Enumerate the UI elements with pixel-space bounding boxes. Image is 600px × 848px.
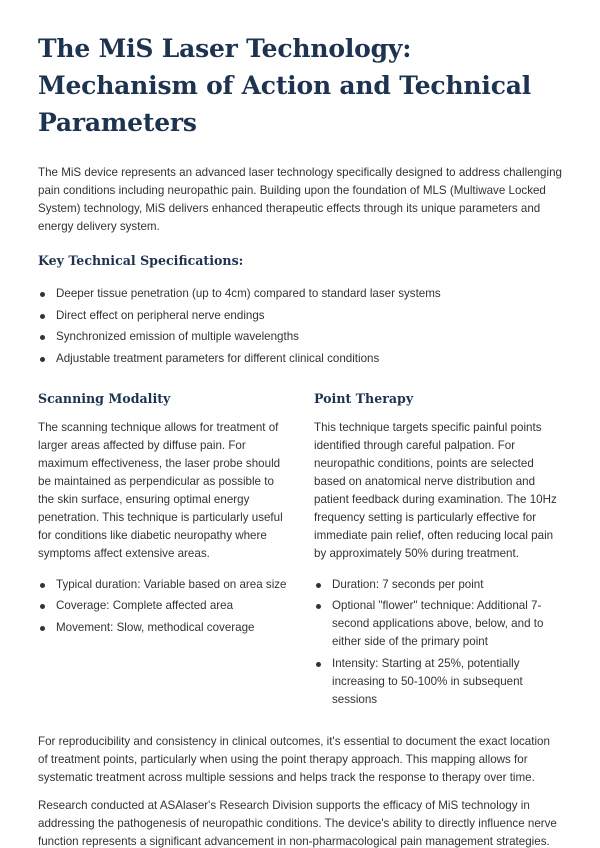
- list-item: Duration: 7 seconds per point: [314, 576, 562, 594]
- point-therapy-section: [314, 390, 562, 713]
- list-item: Movement: Slow, methodical coverage: [38, 619, 290, 637]
- list-item: Typical duration: Variable based on area size: [38, 576, 290, 594]
- point-therapy-paragraph: This technique targets specific painful points identified through careful palpation. For neuropathic conditions, points are selected based on anatomical nerve distribution and patient feedback during examination. The 10Hz frequency setting is particularly effective for immediate pain relief, often reducing local pain by approximately 50% during treatment.: [314, 420, 557, 560]
- intro-paragraph: The MiS device represents an advanced laser technology specifically designed to address challenging pain conditions including neuropathic pain. Building upon the foundation of MLS (Multiwave Locked System) technology, MiS delivers enhanced therapeutic effects through its unique parameters and energy delivery system.: [38, 166, 562, 233]
- list-item: Direct effect on peripheral nerve endings: [38, 307, 562, 325]
- documentation-paragraph: For reproducibility and consistency in clinical outcomes, it's essential to document the exact location of treatment points, particularly when using the point therapy approach. This mapping allows for systematic treatment across multiple sessions and helps track the response to therapy over time.: [38, 734, 550, 784]
- list-item: Coverage: Complete affected area: [38, 597, 290, 615]
- research-paragraph: Research conducted at ASAlaser's Research Division supports the efficacy of MiS technology in addressing the pathogenesis of neuropathic conditions. The device's ability to directly influence nerve function represents a significant advancement in non-pharmacological pain management strategies.: [38, 798, 557, 848]
- point-therapy-heading: Point Therapy: [314, 390, 414, 406]
- list-item: Adjustable treatment parameters for different clinical conditions: [38, 350, 562, 368]
- list-item: Synchronized emission of multiple wavelengths: [38, 328, 562, 346]
- scanning-heading: Scanning Modality: [38, 390, 171, 406]
- technique-columns: [38, 390, 562, 713]
- scanning-section: [38, 390, 290, 713]
- specs-list: [38, 285, 562, 368]
- list-item: Intensity: Starting at 25%, potentially increasing to 50-100% in subsequent sessions: [314, 655, 562, 709]
- list-item: Deeper tissue penetration (up to 4cm) compared to standard laser systems: [38, 285, 562, 303]
- list-item: Optional "flower" technique: Additional 7-second applications above, below, and to either side of the primary point: [314, 597, 562, 651]
- page-title: The MiS Laser Technology: Mechanism of Action and Technical Parameters: [38, 34, 532, 137]
- scanning-paragraph: The scanning technique allows for treatment of larger areas affected by diffuse pain. For maximum effectiveness, the laser probe should be maintained as perpendicular as possible to the skin surface, ensuring optimal energy penetration. This technique is particularly useful for conditions like diabetic neuropathy where symptoms affect extensive areas.: [38, 420, 283, 560]
- scanning-list: [38, 576, 290, 637]
- specs-heading: Key Technical Specifications:: [38, 253, 244, 268]
- point-therapy-list: [314, 576, 562, 709]
